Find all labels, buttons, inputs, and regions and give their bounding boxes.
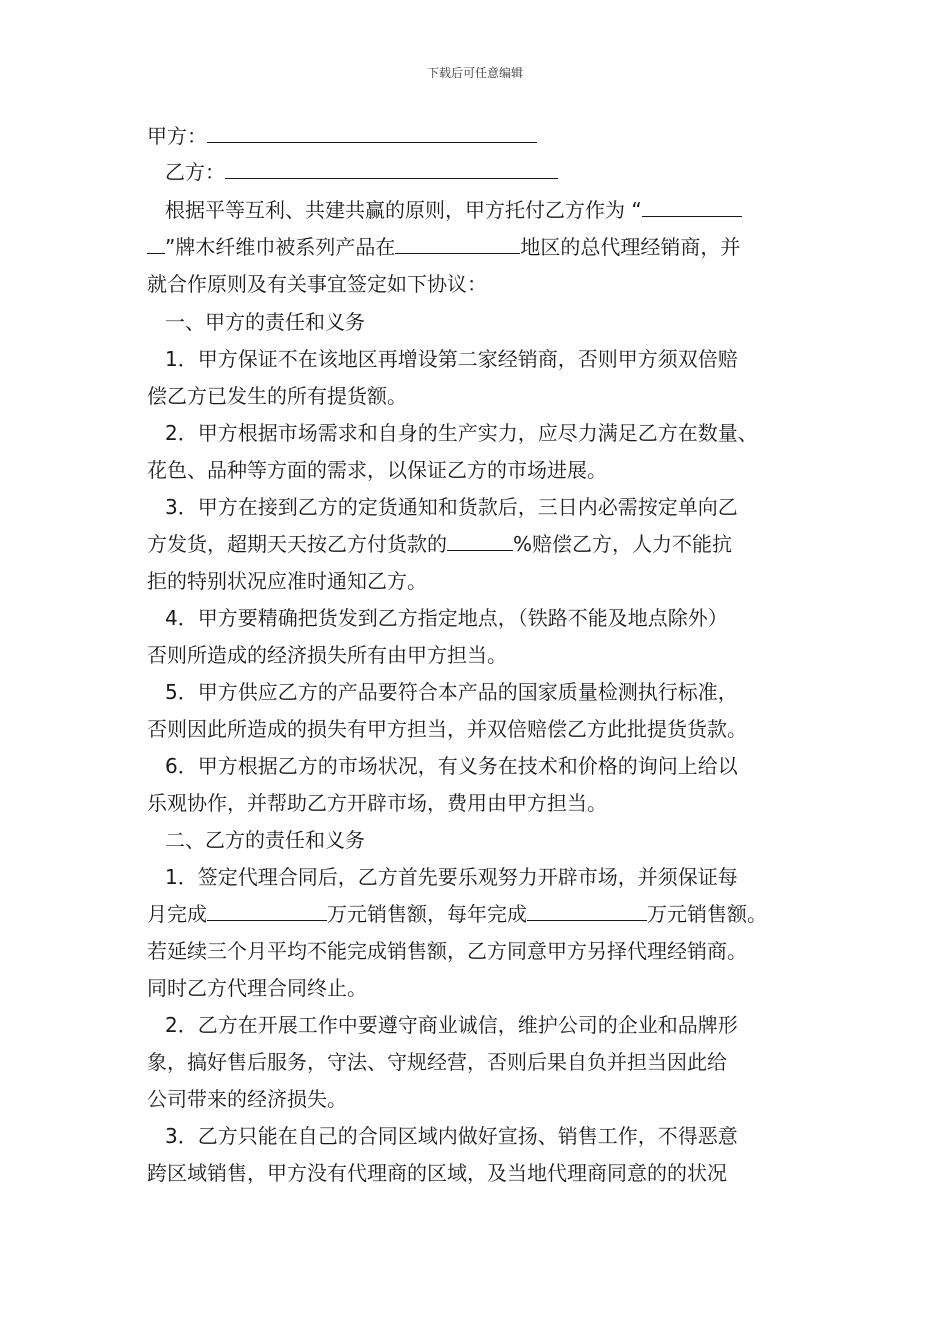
monthly-sales-blank[interactable] — [207, 900, 327, 921]
paragraph-line: 4．甲方要精确把货发到乙方指定地点，（铁路不能及地点除外） — [165, 606, 728, 630]
line-text: 方发货，超期天天按乙方付货款的 — [147, 532, 447, 556]
paragraph-line: 公司带来的经济损失。 — [147, 1087, 347, 1111]
paragraph-line: 乐观协作，并帮助乙方开辟市场，费用由甲方担当。 — [147, 791, 607, 815]
paragraph-line: 2．甲方根据市场需求和自身的生产实力，应尽力满足乙方在数量、 — [165, 421, 758, 445]
line-text: ”牌木纤维巾被系列产品在 — [165, 235, 396, 259]
paragraph-line: 拒的特别状况应准时通知乙方。 — [147, 569, 427, 593]
yearly-sales-blank[interactable] — [527, 900, 647, 921]
paragraph-line — [147, 233, 827, 261]
paragraph-line: 象，搞好售后服务，守法、守规经营，否则后果自负并担当因此给 — [147, 1050, 727, 1074]
party-a-line — [147, 122, 827, 150]
line-text: 根据平等互利、共建共赢的原则，甲方托付乙方作为 “ — [165, 198, 642, 222]
paragraph-line: 否则因此所造成的损失有甲方担当，并双倍赔偿乙方此批提货货款。 — [147, 717, 747, 741]
paragraph-line: 偿乙方已发生的所有提货额。 — [147, 384, 407, 408]
party-b-blank[interactable] — [225, 158, 558, 179]
paragraph-line: 6．甲方根据乙方的市场状况，有义务在技术和价格的询问上给以 — [165, 754, 738, 778]
line-text: 万元销售额。 — [647, 902, 767, 926]
paragraph-line: 3．甲方在接到乙方的定货通知和货款后，三日内必需按定单向乙 — [165, 495, 738, 519]
paragraph-line: 1．签定代理合同后，乙方首先要乐观努力开辟市场，并须保证每 — [165, 865, 738, 889]
paragraph-line: 若延续三个月平均不能完成销售额，乙方同意甲方另择代理经销商。 — [147, 939, 747, 963]
section-heading: 一、甲方的责任和义务 — [165, 310, 365, 334]
line-text: %赔偿乙方，人力不能抗 — [513, 532, 733, 556]
brand-blank-cont[interactable] — [147, 233, 165, 254]
party-b-line — [165, 158, 845, 186]
party-a-blank[interactable] — [207, 122, 537, 143]
paragraph-line: 花色、品种等方面的需求，以保证乙方的市场进展。 — [147, 458, 607, 482]
party-b-label: 乙方： — [165, 160, 225, 184]
paragraph-line: 就合作原则及有关事宜签定如下协议： — [147, 272, 487, 296]
party-a-label: 甲方： — [147, 124, 207, 148]
paragraph-line: 2．乙方在开展工作中要遵守商业诚信，维护公司的企业和品牌形 — [165, 1013, 738, 1037]
paragraph-line: 否则所造成的经济损失所有由甲方担当。 — [147, 643, 507, 667]
line-text: 地区的总代理经销商，并 — [520, 235, 741, 259]
paragraph-line: 跨区域销售，甲方没有代理商的区域，及当地代理商同意的的状况 — [147, 1161, 727, 1185]
brand-blank[interactable] — [642, 196, 742, 217]
section-heading: 二、乙方的责任和义务 — [165, 828, 365, 852]
paragraph-line — [147, 900, 827, 928]
paragraph-line: 3．乙方只能在自己的合同区域内做好宣扬、销售工作，不得恶意 — [165, 1124, 738, 1148]
paragraph-line: 同时乙方代理合同终止。 — [147, 976, 367, 1000]
paragraph-line: 1．甲方保证不在该地区再增设第二家经销商，否则甲方须双倍赔 — [165, 347, 738, 371]
region-blank[interactable] — [395, 233, 520, 254]
paragraph-line — [147, 530, 827, 558]
percent-blank[interactable] — [447, 530, 513, 551]
paragraph-line: 5．甲方供应乙方的产品要符合本产品的国家质量检测执行标准， — [165, 680, 738, 704]
page-header: 下载后可任意编辑 — [426, 66, 523, 80]
line-text: 月完成 — [147, 902, 207, 926]
paragraph-line — [165, 196, 845, 224]
line-text: 万元销售额，每年完成 — [327, 902, 527, 926]
